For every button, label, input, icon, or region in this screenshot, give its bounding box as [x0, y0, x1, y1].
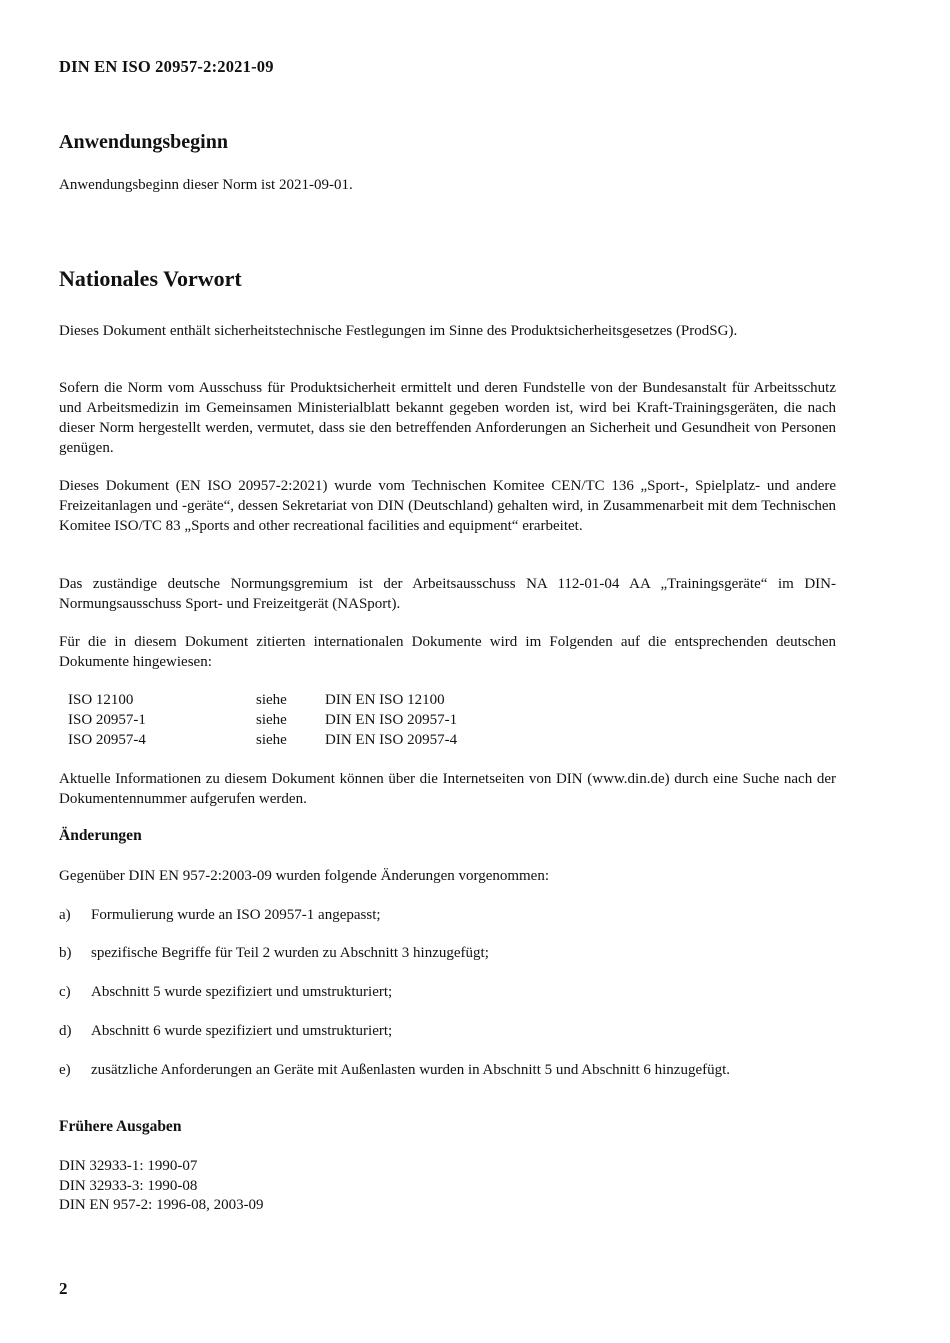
vorwort-paragraph-3: Dieses Dokument (EN ISO 20957-2:2021) wurde vom Technischen Komitee CEN/TC 136 „Sport-, Spielplatz- und andere Freizeitanlagen und -geräte“, dessen Sekretariat von DIN (Deutschland) gehalten wird, in Zusammenarbeit mit dem Technischen Komitee ISO/TC 83 „Sports and other recreational facilities and equipment“ erarbeitet.: [59, 478, 836, 534]
reference-see: siehe: [256, 712, 287, 728]
heading-nationales-vorwort: Nationales Vorwort: [59, 266, 242, 291]
reference-row: [68, 690, 457, 710]
anwendungsbeginn-text: Anwendungsbeginn dieser Norm ist 2021-09-01.: [59, 177, 353, 193]
list-item-label: c): [59, 984, 71, 1000]
list-item: [59, 943, 836, 963]
vorwort-paragraph-2: Sofern die Norm vom Ausschuss für Produktsicherheit ermittelt und deren Fundstelle von der Bundesanstalt für Arbeitsschutz und Arbeitsmedizin im Gemeinsamen Ministerialblatt bekannt gegeben worden ist, wird bei Kraft-Trainingsgeräten, die nach dieser Norm hergestellt werden, vermutet, dass sie den betreffenden Anforderungen an Sicherheit und Gesundheit von Personen genügen.: [59, 380, 836, 456]
list-item-label: a): [59, 907, 71, 923]
list-item: [59, 982, 836, 1002]
list-item-text: Formulierung wurde an ISO 20957-1 angepasst;: [91, 907, 381, 923]
reference-din: DIN EN ISO 20957-1: [325, 712, 458, 728]
list-item-label: e): [59, 1062, 71, 1078]
reference-row: [68, 730, 457, 750]
list-item: [59, 1060, 836, 1080]
vorwort-paragraph-1: Dieses Dokument enthält sicherheitstechnische Festlegungen im Sinne des Produktsicherheitsgesetzes (ProdSG).: [59, 323, 738, 339]
list-item: [59, 905, 836, 925]
list-item-text: zusätzliche Anforderungen an Geräte mit Außenlasten wurden in Abschnitt 5 und Abschnitt 6 hinzugefügt.: [91, 1062, 731, 1078]
reference-iso: ISO 20957-1: [68, 712, 146, 728]
reference-table: [68, 690, 457, 750]
reference-iso: ISO 12100: [68, 692, 134, 708]
list-item-text: Abschnitt 6 wurde spezifiziert und umstrukturiert;: [91, 1023, 393, 1039]
reference-see: siehe: [256, 692, 287, 708]
previous-edition-line: DIN EN 957-2: 1996-08, 2003-09: [59, 1197, 264, 1213]
list-item: [59, 1021, 836, 1041]
list-item-text: Abschnitt 5 wurde spezifiziert und umstrukturiert;: [91, 984, 393, 1000]
fruehere-ausgaben-list: [59, 1157, 264, 1216]
heading-anwendungsbeginn: Anwendungsbeginn: [59, 131, 228, 153]
aenderungen-intro: Gegenüber DIN EN 957-2:2003-09 wurden folgende Änderungen vorgenommen:: [59, 868, 550, 884]
list-item-label: d): [59, 1023, 72, 1039]
list-item-text: spezifische Begriffe für Teil 2 wurden zu Abschnitt 3 hinzugefügt;: [91, 945, 489, 961]
heading-fruehere-ausgaben: Frühere Ausgaben: [59, 1118, 182, 1135]
document-header-id: DIN EN ISO 20957-2:2021-09: [59, 57, 274, 76]
list-item-label: b): [59, 945, 72, 961]
reference-din: DIN EN ISO 20957-4: [325, 732, 458, 748]
previous-edition-line: DIN 32933-3: 1990-08: [59, 1177, 198, 1194]
reference-row: [68, 710, 457, 730]
reference-din: DIN EN ISO 12100: [325, 692, 445, 708]
vorwort-paragraph-4: Das zuständige deutsche Normungsgremium ist der Arbeitsausschuss NA 112-01-04 AA „Trainingsgeräte“ im DIN-Normungsausschuss Sport- und Freizeitgerät (NASport).: [59, 576, 836, 612]
vorwort-info-paragraph: Aktuelle Informationen zu diesem Dokument können über die Internetseiten von DIN (www.din.de) durch eine Suche nach der Dokumentennummer aufgerufen werden.: [59, 771, 836, 807]
previous-edition-line: DIN 32933-1: 1990-07: [59, 1158, 198, 1174]
page-number: 2: [59, 1279, 68, 1298]
heading-aenderungen: Änderungen: [59, 827, 142, 844]
reference-iso: ISO 20957-4: [68, 732, 146, 748]
vorwort-paragraph-5: Für die in diesem Dokument zitierten internationalen Dokumente wird im Folgenden auf die entsprechenden deutschen Dokumente hingewiesen:: [59, 634, 836, 670]
reference-see: siehe: [256, 732, 287, 748]
